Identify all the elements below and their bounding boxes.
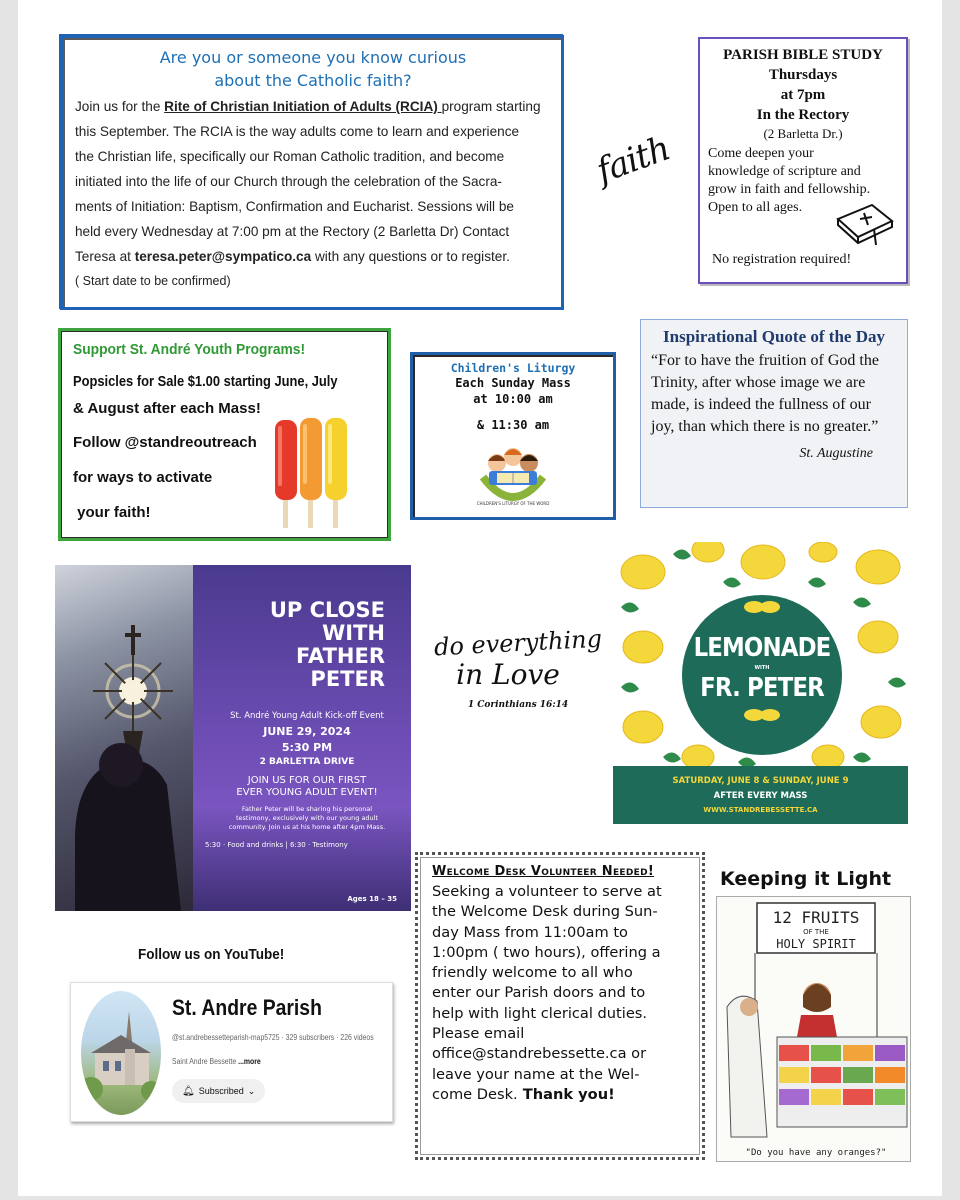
faith-script: faith: [591, 128, 675, 192]
quote-title: Inspirational Quote of the Day: [663, 327, 885, 346]
monstrance-silhouette-icon: [55, 565, 195, 911]
svg-text:CHILDREN'S LITURGY OF THE WORD: CHILDREN'S LITURGY OF THE WORD: [476, 501, 550, 506]
lemonade-url[interactable]: WWW.STANDREBESSETTE.CA: [703, 806, 818, 814]
svg-text:"Do you have any oranges?": "Do you have any oranges?": [745, 1148, 887, 1158]
bulletin-page: [18, 0, 942, 1196]
rcia-title: Are you or someone you know curious about the Catholic faith?: [159, 48, 467, 90]
rcia-contact-email[interactable]: teresa.peter@sympatico.ca: [134, 249, 312, 264]
childrens-liturgy-box: Children's Liturgy Each Sunday Mass at 10:00 am & 11:30 am CHILDREN'S LITURGY OF THE WORD: [410, 352, 616, 520]
bible-book-icon: [834, 199, 894, 247]
outreach-handle[interactable]: Follow @standreoutreach: [73, 434, 257, 451]
church-icon: [81, 991, 161, 1115]
lemon-pair-icon: [742, 708, 782, 722]
fruit-stand-illustration: [717, 897, 911, 1162]
poster-heading: UP CLOSE WITH FATHER PETER: [269, 598, 385, 691]
bell-icon: 🔔︎: [182, 1085, 195, 1097]
channel-name[interactable]: St. Andre Parish: [172, 995, 322, 1020]
channel-meta: @st.andrebessetteparish-map5725 · 329 subscribers · 226 videos: [172, 1033, 374, 1042]
up-close-poster: UP CLOSE WITH FATHER PETER St. André Young Adult Kick-off Event JUNE 29, 2024 5:30 PM 2 BARLETTA DRIVE JOIN US FOR OUR FIRST EVER YOUNG ADULT EVENT! Father Peter will be sharing his personal testimony, exclusively with our young adult community. Join us at his home after 4pm Mass. 5:30 · Food and drinks | 6:30 · Testimony Ages 18 – 35: [55, 565, 411, 911]
rcia-program-link[interactable]: Rite of Christian Initiation of Adults (RCIA): [164, 99, 442, 114]
quote-author: St. Augustine: [799, 446, 873, 461]
office-email[interactable]: office@standrebessette.ca or: [432, 1045, 647, 1063]
youth-programs-box: Support St. André Youth Programs! Popsicles for Sale $1.00 starting June, July & August after each Mass! Follow @standreoutreach for ways to activate your faith!: [58, 328, 391, 541]
popsicles-icon: [261, 416, 351, 531]
lemonade-badge: LEMONADE WITH FR. PETER: [682, 595, 842, 755]
welcome-desk-box: Welcome Desk Volunteer Needed! Seeking a volunteer to serve at the Welcome Desk during Sun- day Mass from 11:00am to 1:00pm ( two hours), offering a friendly welcome to all who enter our Parish doors and to help with light clerical duties. Please email office@standrebessette.ca or leave your name at the Wel- come Desk. Thank you!: [415, 852, 705, 1160]
lemonade-info-band: SATURDAY, JUNE 8 & SUNDAY, JUNE 9 AFTER EVERY MASS WWW.STANDREBESSETTE.CA: [613, 766, 908, 824]
children-reading-logo: [475, 437, 551, 507]
youtube-heading: Follow us on YouTube!: [138, 946, 285, 963]
channel-avatar: [81, 991, 161, 1115]
quote-text: “For to have the fruition of God the Trinity, after whose image we are made, is indeed the fullness of our joy, than which there is no greater.”: [651, 352, 879, 435]
bible-heading: PARISH BIBLE STUDY: [723, 47, 883, 63]
svg-text:OF THE: OF THE: [803, 928, 829, 936]
poster-photo: [55, 565, 195, 911]
svg-text:HOLY SPIRIT: HOLY SPIRIT: [776, 937, 856, 951]
svg-text:12 FRUITS: 12 FRUITS: [772, 908, 860, 927]
lemonade-poster: [613, 542, 908, 824]
lemon-pair-icon: [742, 600, 782, 614]
youth-title: Support St. André Youth Programs!: [73, 341, 306, 358]
do-everything-in-love: do everything in Love 1 Corinthians 16:14: [433, 624, 603, 710]
childrens-liturgy-title: Children's Liturgy: [450, 361, 576, 375]
chevron-down-icon: ⌄: [247, 1085, 256, 1096]
bible-study-box: PARISH BIBLE STUDY Thursdays at 7pm In the Rectory (2 Barletta Dr.) Come deepen your knowledge of scripture and grow in faith and fellowship. Open to all ages. No registration required!: [698, 37, 908, 284]
subscribed-button[interactable]: 🔔︎ Subscribed ⌄: [172, 1079, 265, 1103]
youtube-channel-card[interactable]: St. Andre Parish @st.andrebessetteparish-map5725 · 329 subscribers · 226 videos Saint Andre Bessette ...more 🔔︎ Subscribed ⌄: [70, 982, 393, 1122]
welcome-title: Welcome Desk Volunteer Needed!: [432, 864, 655, 879]
quote-of-the-day-box: [640, 319, 908, 508]
more-link[interactable]: ...more: [238, 1057, 261, 1066]
keeping-it-light-title: Keeping it Light: [720, 868, 892, 890]
rcia-box: [60, 35, 564, 310]
fruits-cartoon: [716, 896, 911, 1162]
rcia-body: Join us for the Rite of Christian Initiation of Adults (RCIA) program starting this September. The RCIA is the way adults come to learn and experience the Christian life, specifically our Roman Catholic tradition, and become initiated into the life of our Church through the celebration of the Sacra- ments of Initiation: Baptism, Confirmation and Eucharist. Sessions will be held every Wednesday at 7:00 pm at the Rectory (2 Barletta Dr) Contact Teresa at teresa.peter@sympatico.ca with any questions or to register. ( Start date to be confirmed): [75, 99, 541, 288]
